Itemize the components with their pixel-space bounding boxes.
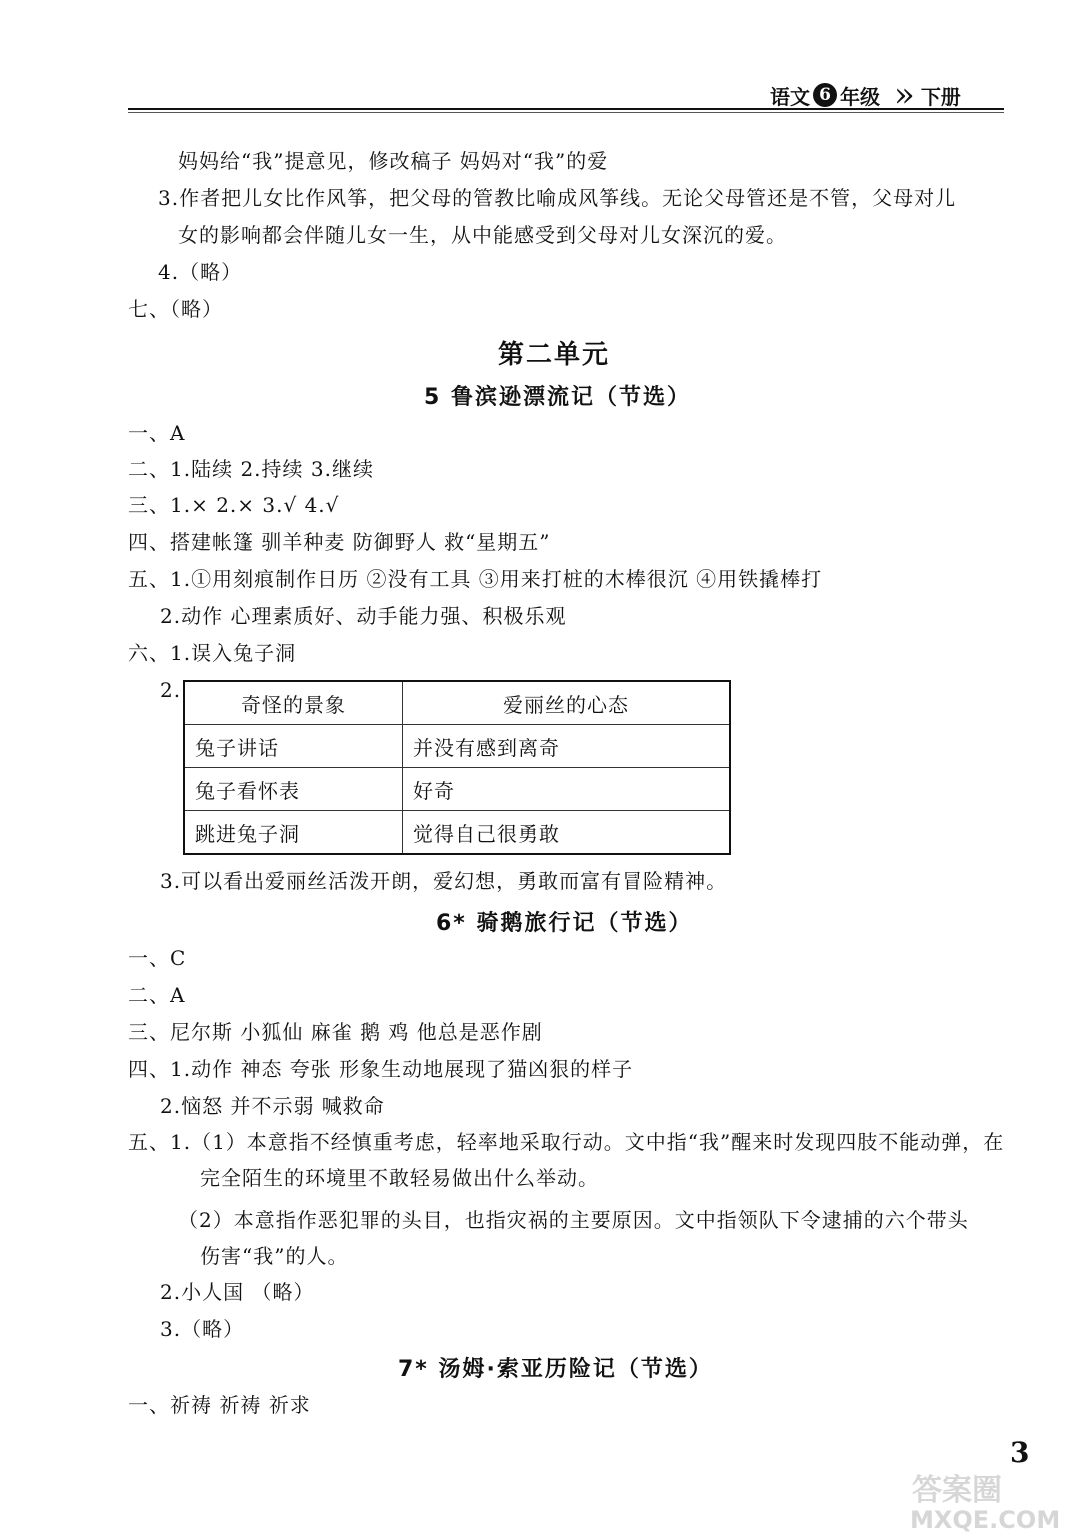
table-cell: 兔子看怀表 (184, 768, 403, 811)
answer-line: 伤害“我”的人。 (200, 1244, 349, 1268)
answer-line: 五、1.（1）本意指不经慎重考虑，轻率地采取行动。文中指“我”醒来时发现四肢不能动弹，在 (128, 1130, 1005, 1154)
grade-number-badge: 6 (813, 83, 837, 107)
answer-line: 3.（略） (160, 1317, 245, 1341)
unit-title: 第二单元 (498, 340, 611, 370)
answer-line: 二、A (128, 983, 186, 1007)
lesson-6-title: 6* 骑鹅旅行记（节选） (436, 911, 693, 936)
answer-line: 妈妈给“我”提意见，修改稿子 妈妈对“我”的爱 (178, 149, 609, 173)
answer-line: 4.（略） (158, 260, 243, 284)
answer-line: 女的影响都会伴随儿女一生，从中能感受到父母对儿女深沉的爱。 (178, 223, 787, 247)
watermark-bottom-text: MXQE.COM (910, 1506, 1061, 1532)
table-header-cell: 爱丽丝的心态 (403, 681, 731, 725)
page-number: 3 (1010, 1436, 1030, 1469)
answer-line: （2）本意指作恶犯罪的头目，也指灾祸的主要原因。文中指领队下令逮捕的六个带头 (178, 1208, 969, 1232)
answer-line: 五、1.①用刻痕制作日历 ②没有工具 ③用来打桩的木棒很沉 ④用铁撬棒打 (128, 567, 823, 591)
answer-line: 四、搭建帐篷 驯羊种麦 防御野人 救“星期五” (128, 530, 551, 554)
table-cell: 并没有感到离奇 (403, 725, 731, 768)
header-subject: 语文 (770, 84, 810, 109)
header-grade: 年级 (840, 84, 880, 109)
answer-line: 三、1.× 2.× 3.√ 4.√ (128, 493, 340, 517)
answer-line: 二、1.陆续 2.持续 3.继续 (128, 457, 374, 481)
watermark-logo (900, 1468, 1072, 1532)
answer-line: 2. (160, 678, 182, 702)
answer-table (183, 680, 731, 855)
table-header-row (184, 681, 730, 725)
answer-line: 2.小人国 （略） (160, 1280, 315, 1304)
answer-line: 完全陌生的环境里不敢轻易做出什么举动。 (200, 1166, 599, 1190)
answer-line: 六、1.误入兔子洞 (128, 641, 297, 665)
table-row (184, 725, 730, 768)
header-rule-thin (128, 112, 1004, 113)
table-row (184, 811, 730, 855)
double-chevron-icon: » (894, 75, 915, 115)
answer-line: 一、C (128, 946, 187, 970)
answer-line: 2.恼怒 并不示弱 喊救命 (160, 1094, 385, 1118)
answer-line: 2.动作 心理素质好、动手能力强、积极乐观 (160, 604, 567, 628)
table-header-cell: 奇怪的景象 (184, 681, 403, 725)
answer-line: 一、祈祷 祈祷 祈求 (128, 1393, 311, 1417)
answer-line: 三、尼尔斯 小狐仙 麻雀 鹅 鸡 他总是恶作剧 (128, 1020, 543, 1044)
table-cell: 觉得自己很勇敢 (403, 811, 731, 855)
answer-line: 3.可以看出爱丽丝活泼开朗，爱幻想，勇敢而富有冒险精神。 (160, 869, 728, 893)
lesson-7-title: 7* 汤姆·索亚历险记（节选） (398, 1357, 713, 1382)
answer-line: 四、1.动作 神态 夸张 形象生动地展现了猫凶狠的样子 (128, 1057, 634, 1081)
answer-line: 一、A (128, 421, 186, 445)
answer-line: 3.作者把儿女比作风筝，把父母的管教比喻成风筝线。无论父母管还是不管，父母对儿 (158, 186, 957, 210)
table-cell: 好奇 (403, 768, 731, 811)
running-header (770, 75, 961, 115)
header-volume: 下册 (920, 84, 961, 109)
table-row (184, 768, 730, 811)
answer-line: 七、（略） (128, 297, 223, 321)
table-cell: 兔子讲话 (184, 725, 403, 768)
lesson-5-title: 5 鲁滨逊漂流记（节选） (424, 385, 691, 410)
watermark-top-text: 答案圈 (912, 1473, 1002, 1508)
header-rule (128, 108, 1004, 110)
table-cell: 跳进兔子洞 (184, 811, 403, 855)
